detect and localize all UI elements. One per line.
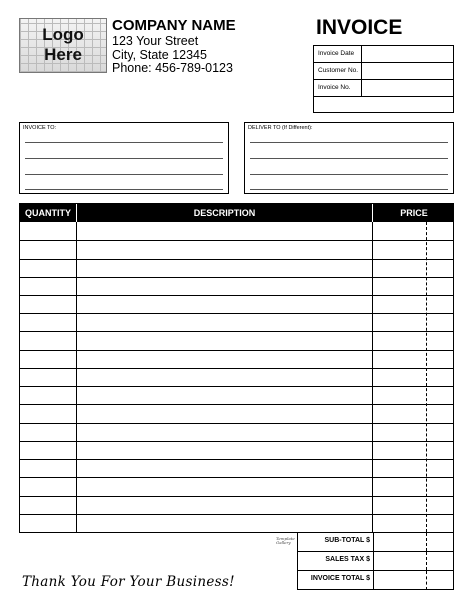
totals-cents-divider (426, 571, 427, 590)
table-row-line (20, 240, 453, 241)
subtotal-label: SUB-TOTAL $ (324, 537, 370, 544)
table-row-line (20, 295, 453, 296)
logo-text-line2: Here (44, 45, 82, 64)
table-row-line (20, 277, 453, 278)
customer-no-row (314, 63, 453, 80)
invoice-no-label: Invoice No. (318, 84, 351, 91)
company-street: 123 Your Street (112, 34, 199, 48)
table-row-line (20, 496, 453, 497)
company-name: COMPANY NAME (112, 17, 236, 34)
company-phone: Phone: 456-789-0123 (112, 61, 233, 75)
sales-tax-row (298, 552, 453, 571)
totals-box (297, 533, 454, 590)
price-cents-divider (426, 222, 427, 532)
logo-placeholder (19, 18, 107, 73)
thank-you-message: Thank You For Your Business! (22, 574, 235, 590)
invoice-to-line (25, 174, 223, 175)
invoice-info-box (313, 45, 454, 113)
totals-divider (373, 571, 374, 590)
deliver-to-line (250, 189, 448, 190)
totals-divider (373, 552, 374, 570)
table-row-line (20, 477, 453, 478)
invoice-date-row (314, 46, 453, 63)
table-row-line (20, 404, 453, 405)
table-row-line (20, 259, 453, 260)
company-city-state-zip: City, State 12345 (112, 48, 207, 62)
totals-divider (373, 533, 374, 551)
invoice-title: INVOICE (316, 16, 403, 39)
totals-cents-divider (426, 552, 427, 570)
table-row-line (20, 368, 453, 369)
table-row-line (20, 331, 453, 332)
invoice-no-row (314, 80, 453, 97)
deliver-to-box (244, 122, 454, 194)
info-divider (361, 46, 362, 97)
template-watermark: Template Gallery (276, 536, 295, 545)
invoice-to-box (19, 122, 229, 194)
invoice-to-label: INVOICE TO: (23, 125, 57, 131)
description-header: DESCRIPTION (193, 208, 256, 218)
invoice-total-row (298, 571, 453, 590)
quantity-column-divider (76, 222, 77, 532)
logo-text-line1: Logo (42, 25, 84, 44)
totals-cents-divider (426, 533, 427, 551)
deliver-to-line (250, 158, 448, 159)
table-row-line (20, 350, 453, 351)
price-header: PRICE (400, 208, 428, 218)
customer-no-label: Customer No. (318, 67, 359, 74)
description-column-divider (372, 222, 373, 532)
quantity-header: QUANTITY (25, 208, 71, 218)
table-row-line (20, 386, 453, 387)
table-header (20, 204, 453, 222)
table-row-line (20, 514, 453, 515)
subtotal-row (298, 533, 453, 552)
table-row-line (20, 313, 453, 314)
table-row-line (20, 423, 453, 424)
invoice-to-line (25, 158, 223, 159)
deliver-to-label: DELIVER TO (If Different): (248, 125, 313, 131)
invoice-total-label: INVOICE TOTAL $ (310, 575, 370, 582)
table-row-line (20, 441, 453, 442)
invoice-to-line (25, 189, 223, 190)
sales-tax-label: SALES TAX $ (325, 556, 370, 563)
deliver-to-line (250, 142, 448, 143)
deliver-to-line (250, 174, 448, 175)
table-row-line (20, 459, 453, 460)
invoice-to-line (25, 142, 223, 143)
invoice-date-label: Invoice Date (318, 50, 355, 57)
line-items-table (19, 203, 454, 533)
